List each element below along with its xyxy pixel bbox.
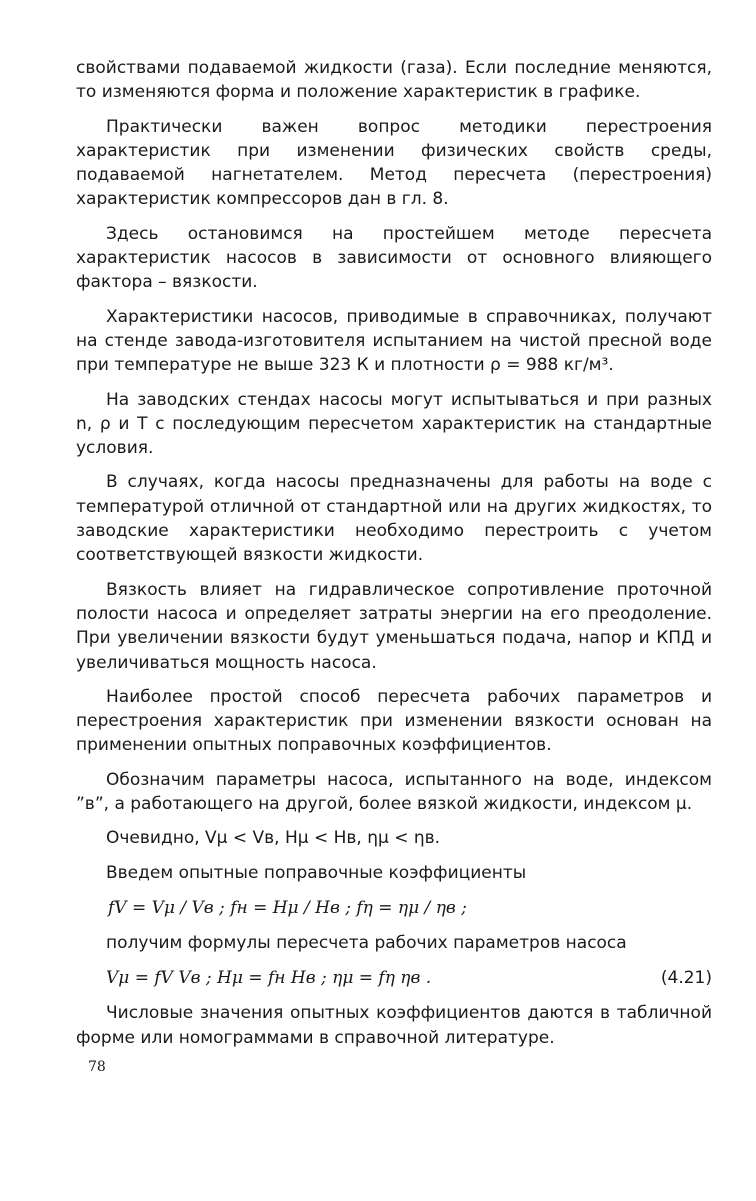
paragraph-other-liquids: В случаях, когда насосы предназначены для работы на воде с температурой отличной от стандартной или на других жидкостях, то заводские характеристики необходимо перестроить с учетом соответствующей вязкости жидкости. — [76, 472, 712, 566]
formula-recalculation-body: Vμ = fV Vв ; Hμ = fн Hв ; ημ = fη ηв . — [106, 968, 432, 989]
paragraph-reference-characteristics: Характеристики насосов, приводимые в справочниках, получают на стенде завода-изготовителя испытанием на чистой пресной воде при температуре не выше 323 К и плотности ρ = 988 кг/м³. — [76, 306, 712, 376]
page-content — [76, 56, 712, 1060]
page-number: 78 — [88, 1059, 106, 1075]
paragraph-simplest-method: Наиболее простой способ пересчета рабочих параметров и перестроения характеристик при изменении вязкости основан на применении опытных поправочных коэффициентов. — [76, 686, 712, 756]
formula-coefficients: fV = Vμ / Vв ; fн = Hμ / Hв ; fη = ημ / ηв ; — [108, 897, 467, 918]
paragraph-methodology: Практически важен вопрос методики перестроения характеристик при изменении физических свойств среды, подаваемой нагнетателем. Метод пересчета (перестроения) характеристик компрессоров дан в гл. 8. — [76, 116, 712, 210]
formula-recalculation — [106, 965, 712, 991]
paragraph-obviously: Очевидно, Vμ < Vв, Hμ < Hв, ημ < ηв. — [106, 828, 441, 849]
paragraph-viscosity-effect: Вязкость влияет на гидравлическое сопротивление проточной полости насоса и определяет затраты энергии на его преодоление. При увеличении вязкости будут уменьшаться подача, напор и КПД и увеличиваться мощность насоса. — [76, 579, 712, 673]
paragraph-factory-stands: На заводских стендах насосы могут испытываться и при разных n, ρ и T с последующим пересчетом характеристик на стандартные условия. — [76, 389, 712, 459]
paragraph-notation: Обозначим параметры насоса, испытанного на воде, индексом ”в”, а работающего на другой, более вязкой жидкости, индексом μ. — [76, 769, 712, 815]
paragraph-final: Числовые значения опытных коэффициентов даются в табличной форме или номограммами в справочной литературе. — [76, 1003, 712, 1048]
paragraph-continuation: свойствами подаваемой жидкости (газа). Если последние меняются, то изменяются форма и положение характеристик в графике. — [76, 58, 712, 103]
paragraph-formula-intro: получим формулы пересчета рабочих параметров насоса — [106, 932, 627, 953]
paragraph-coefficients-intro: Введем опытные поправочные коэффициенты — [106, 862, 527, 883]
equation-number: (4.21) — [660, 968, 712, 989]
paragraph-viscosity-method: Здесь остановимся на простейшем методе пересчета характеристик насосов в зависимости от основного влияющего фактора – вязкости. — [76, 223, 712, 293]
